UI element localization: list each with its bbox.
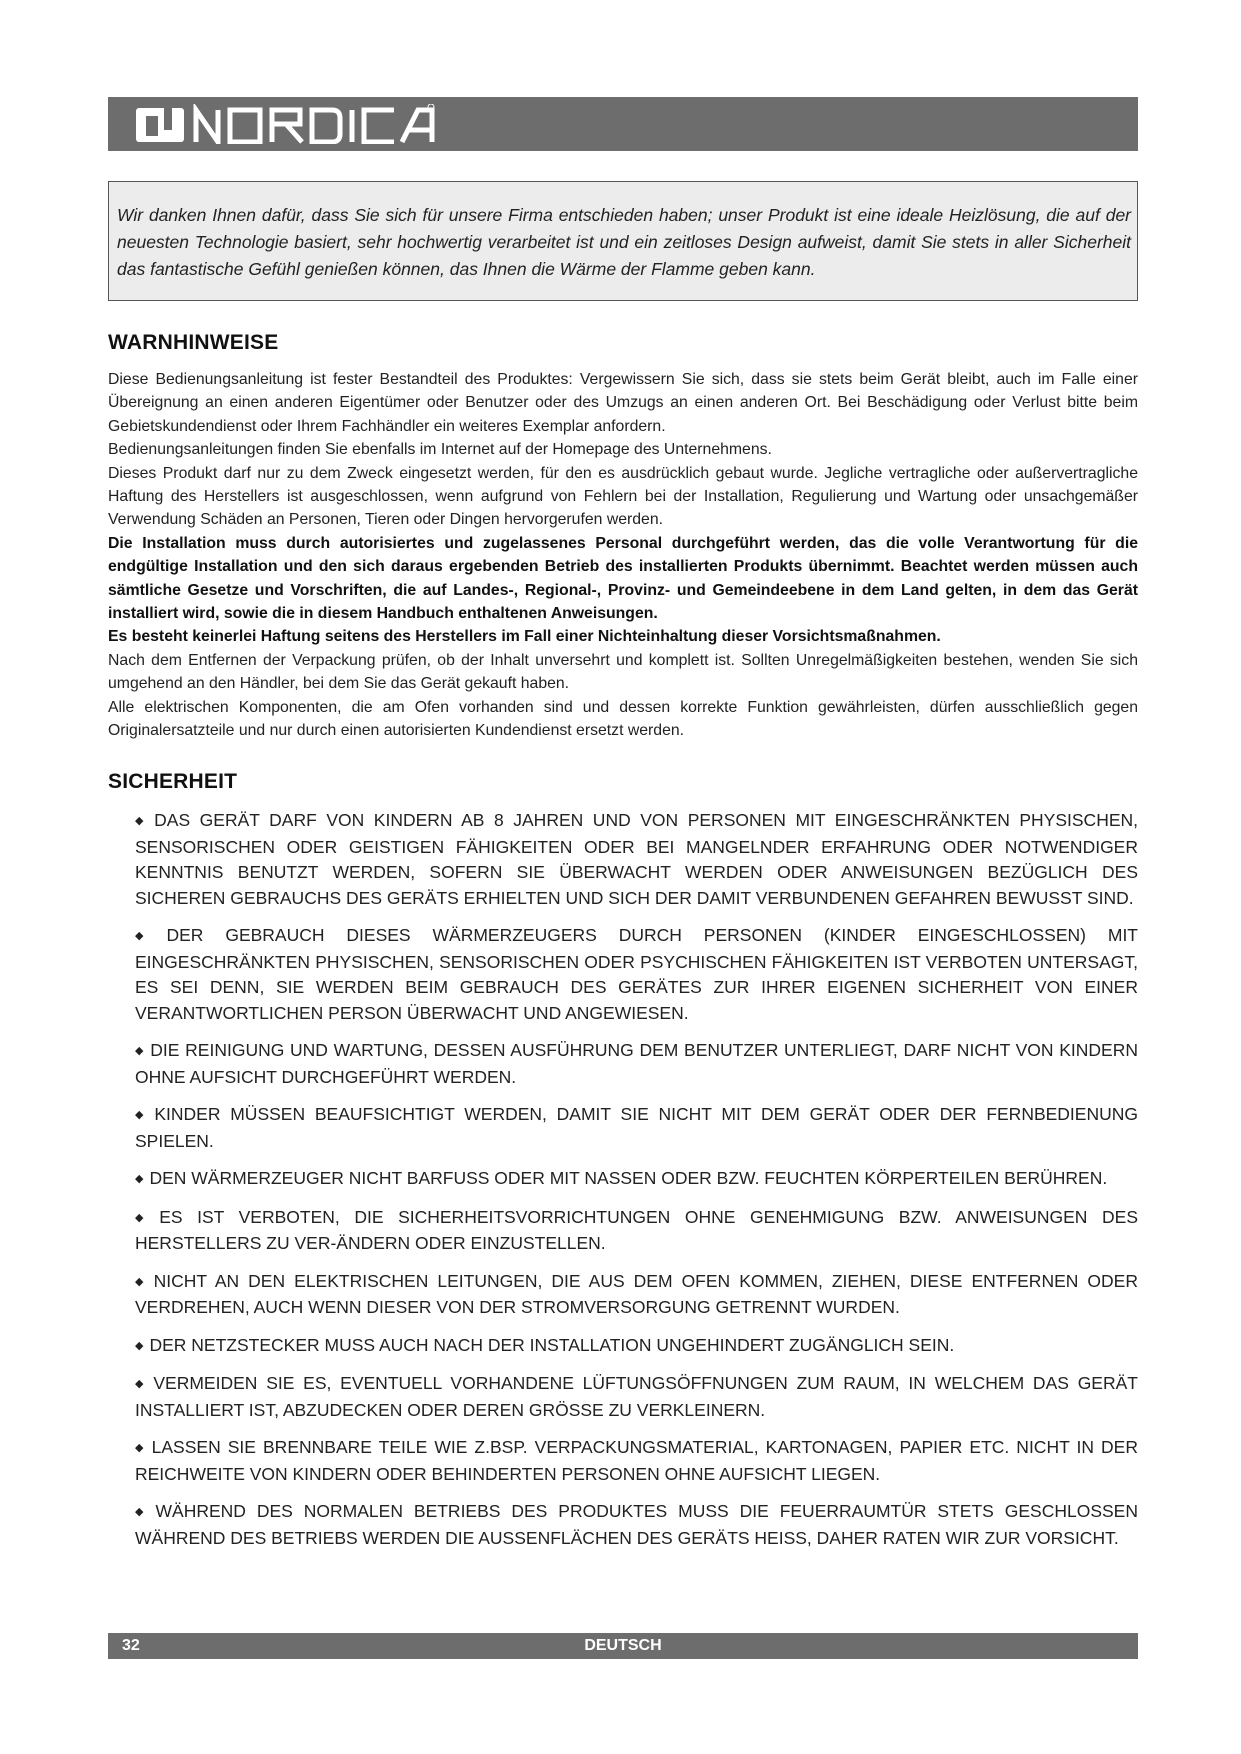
bullet-icon: ◆ bbox=[135, 1045, 145, 1057]
bullet-icon: ◆ bbox=[135, 1173, 144, 1185]
la-nordica-logo-icon bbox=[136, 104, 436, 144]
bullet-icon: ◆ bbox=[135, 1506, 150, 1518]
bullet-icon: ◆ bbox=[135, 1211, 154, 1224]
intro-box: Wir danken Ihnen dafür, dass Sie sich für unsere Firma entschieden haben; unser Produkt ist eine ideale Heizlösung, die auf der neuesten Technologie basiert, sehr hochwertig verarbeitet ist und ein zeitloses Design aufweist, damit Sie stets in aller Sicherheit das fantastische Gefühl genießen können, das Ihnen die Wärme der Flamme geben kann. bbox=[108, 181, 1138, 301]
list-item: ◆ DEN WÄRMERZEUGER NICHT BARFUSS ODER MIT NASSEN ODER BZW. FEUCHTEN KÖRPERTEILEN BERÜHREN. bbox=[135, 1168, 1108, 1188]
list-item: ◆ LASSEN SIE BRENNBARE TEILE WIE Z.BSP. VERPACKUNGSMATERIAL, KARTONAGEN, PAPIER ETC. NICHT IN DER REICHWEITE VON KINDERN ODER BEHINDERTEN PERSONEN OHNE AUFSICHT LIEGEN. bbox=[135, 1437, 1138, 1484]
section-title-sicherheit: SICHERHEIT bbox=[108, 770, 238, 793]
page-number: 32 bbox=[122, 1637, 140, 1654]
warnhinweise-body bbox=[108, 368, 1138, 743]
section-title-warnhinweise: WARNHINWEISE bbox=[108, 331, 279, 354]
list-item: ◆ DIE REINIGUNG UND WARTUNG, DESSEN AUSFÜHRUNG DEM BENUTZER UNTERLIEGT, DARF NICHT VON KINDERN OHNE AUFSICHT DURCHGEFÜHRT WERDEN. bbox=[135, 1040, 1139, 1087]
warn-paragraph: Diese Bedienungsanleitung ist fester Bestandteil des Produktes: Vergewissern Sie sich, dass sie stets beim Gerät bleibt, auch im Falle einer Übereignung an einen anderen Eigentümer oder Benutzer oder des Umzugs an einen anderen Ort. Bei Beschädigung oder Verlust bitte beim Gebietskundendienst oder Ihrem Fachhändler ein weiteres Exemplar anfordern. bbox=[108, 371, 1138, 435]
list-item: ◆ NICHT AN DEN ELEKTRISCHEN LEITUNGEN, DIE AUS DEM OFEN KOMMEN, ZIEHEN, DIESE ENTFERNEN ODER VERDREHEN, AUCH WENN DIESER VON DER STROMVERSORGUNG GETRENNT WURDEN. bbox=[135, 1270, 1138, 1317]
footer-bar bbox=[108, 1633, 1138, 1659]
header-bar bbox=[108, 97, 1138, 151]
bullet-icon: ◆ bbox=[135, 1109, 149, 1121]
bullet-icon: ◆ bbox=[135, 815, 149, 827]
bullet-icon: ◆ bbox=[135, 930, 161, 942]
warn-paragraph: Dieses Produkt darf nur zu dem Zweck eingesetzt werden, für den es ausdrücklich gebaut wurde. Jegliche vertragliche oder außervertragliche Haftung des Herstellers ist ausgeschlossen, wenn aufgrund von Fehlern bei der Installation, Regulierung und Wartung oder unsachgemäßer Verwendung Schäden an Personen, Tieren oder Dingen hervorgerufen werden. bbox=[108, 464, 1138, 529]
list-item: ◆ ES IST VERBOTEN, DIE SICHERHEITSVORRICHTUNGEN OHNE GENEHMIGUNG BZW. ANWEISUNGEN DES HERSTELLERS ZU VER-ÄNDERN ODER EINZUSTELLEN. bbox=[135, 1206, 1138, 1253]
footer-language: DEUTSCH bbox=[584, 1637, 662, 1654]
warn-paragraph: Bedienungsanleitungen finden Sie ebenfalls im Internet auf der Homepage des Unternehmens. bbox=[108, 441, 772, 459]
bullet-icon: ◆ bbox=[135, 1339, 144, 1352]
list-item: ◆ DAS GERÄT DARF VON KINDERN AB 8 JAHREN UND VON PERSONEN MIT EINGESCHRÄNKTEN PHYSISCHEN, SENSORISCHEN ODER GEISTIGEN FÄHIGKEITEN ODER BEI MANGELNDER ERFAHRUNG ODER NOTWENDIGER KENNTNIS BENUTZT WERDEN, SOFERN SIE ÜBERWACHT WERDEN ODER ANWEISUNGEN BEZÜGLICH DES SICHEREN GEBRAUCHS DES GERÄTS ERHIELTEN UND SICH DER DAMIT VERBUNDENEN GEFAHREN BEWUSST SIND. bbox=[135, 810, 1138, 908]
list-item: ◆ VERMEIDEN SIE ES, EVENTUELL VORHANDENE LÜFTUNGSÖFFNUNGEN ZUM RAUM, IN WELCHEM DAS GERÄT INSTALLIERT IST, ABZUDECKEN ODER DEREN GRÖSSE ZU VERKLEINERN. bbox=[135, 1373, 1138, 1420]
warn-paragraph-bold: Es besteht keinerlei Haftung seitens des Herstellers im Fall einer Nichteinhaltung dieser Vorsichtsmaßnahmen. bbox=[108, 628, 941, 646]
bullet-icon: ◆ bbox=[135, 1378, 148, 1390]
bullet-icon: ◆ bbox=[135, 1442, 146, 1454]
bullet-icon: ◆ bbox=[135, 1275, 148, 1288]
list-item: ◆ DER GEBRAUCH DIESES WÄRMERZEUGERS DURCH PERSONEN (KINDER EINGESCHLOSSEN) MIT EINGESCHRÄNKTEN PHYSISCHEN, SENSORISCHEN ODER PSYCHISCHEN FÄHIGKEITEN IST VERBOTEN UNTERSAGT, ES SEI DENN, SIE WERDEN BEIM GEBRAUCH DES GERÄTES ZUR IHRER EIGENEN SICHERHEIT VON EINER VERANTWORTLICHEN PERSON ÜBERWACHT UND ANGEWIESEN. bbox=[135, 925, 1138, 1023]
warn-paragraph: Alle elektrischen Komponenten, die am Ofen vorhanden sind und dessen korrekte Funktion gewährleisten, dürfen ausschließlich gegen Originalersatzteile und nur durch einen autorisierten Kundendienst ersetzt werden. bbox=[108, 698, 1138, 740]
list-item: ◆ WÄHREND DES NORMALEN BETRIEBS DES PRODUKTES MUSS DIE FEUERRAUMTÜR STETS GESCHLOSSEN WÄHREND DES BETRIEBS WERDEN DIE AUSSENFLÄCHEN DES GERÄTS HEISS, DAHER RATEN WIR ZUR VORSICHT. bbox=[135, 1501, 1138, 1548]
warn-paragraph: Nach dem Entfernen der Verpackung prüfen, ob der Inhalt unversehrt und komplett ist. Sollten Unregelmäßigkeiten bestehen, wenden Sie sich umgehend an den Händler, bei dem Sie das Gerät gekauft haben. bbox=[108, 651, 1138, 693]
list-item: ◆ DER NETZSTECKER MUSS AUCH NACH DER INSTALLATION UNGEHINDERT ZUGÄNGLICH SEIN. bbox=[135, 1334, 955, 1355]
brand-logo bbox=[136, 104, 436, 144]
safety-list bbox=[135, 808, 1138, 1563]
list-item: ◆ KINDER MÜSSEN BEAUFSICHTIGT WERDEN, DAMIT SIE NICHT MIT DEM GERÄT ODER DER FERNBEDIENUNG SPIELEN. bbox=[135, 1104, 1138, 1151]
warn-paragraph-bold: Die Installation muss durch autorisiertes und zugelassenes Personal durchgeführt werden, das die volle Verantwortung für die endgültige Installation und den sich daraus ergebenden Betrieb des installierten Produkts übernimmt. Beachtet werden müssen auch sämtliche Gesetze und Vorschriften, die auf Landes-, Regional-, Provinz- und Gemeindeebene in dem Land gelten, in dem das Gerät installiert wird, sowie die in diesem Handbuch enthaltenen Anweisungen. bbox=[108, 534, 1138, 623]
